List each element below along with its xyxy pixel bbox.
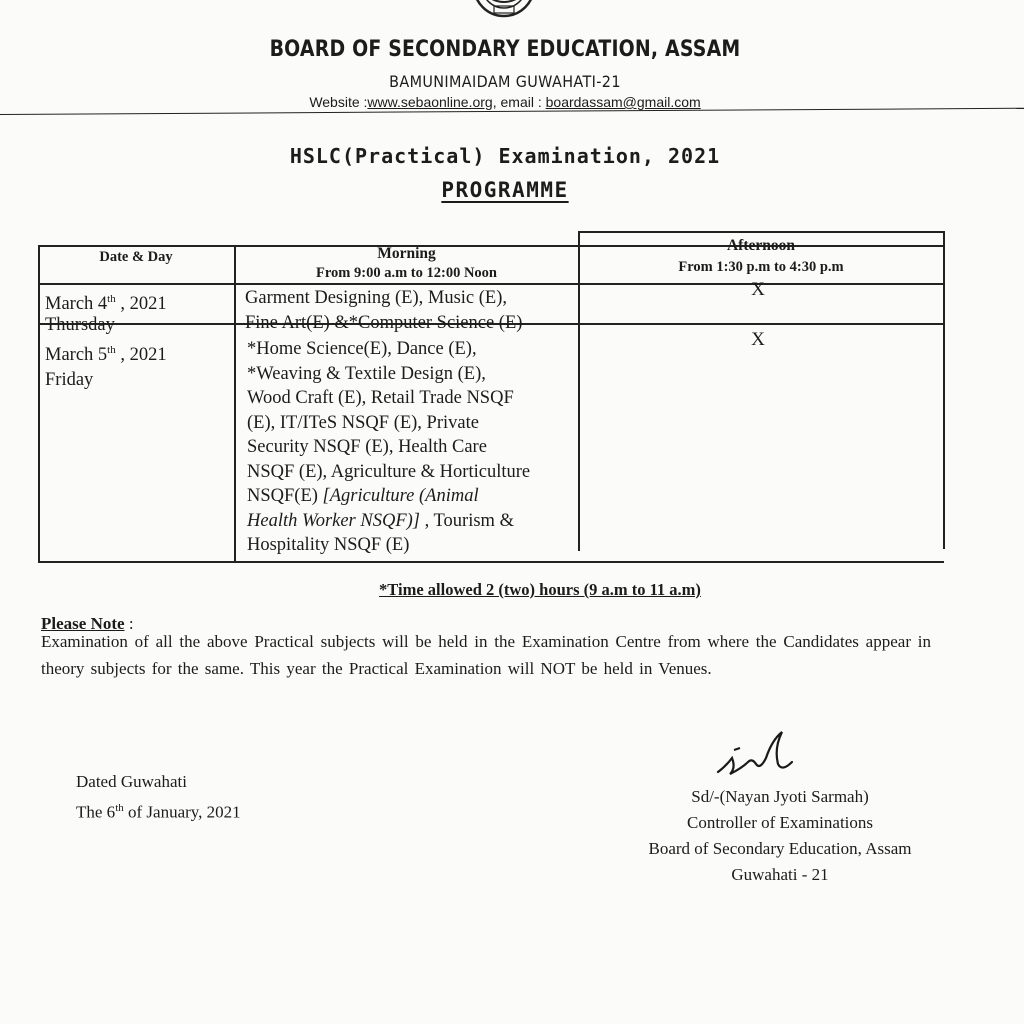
- row-2-line-7-italic: [Agriculture (Animal: [322, 486, 479, 506]
- header-afternoon-time: From 1:30 p.m to 4:30 p.m: [678, 259, 844, 275]
- col-divider-2: [578, 231, 580, 551]
- handwritten-signature: [712, 728, 802, 782]
- seal-emblem-icon: [464, 0, 544, 18]
- time-allowed-note: [300, 580, 780, 600]
- signatory-org: Board of Secondary Education, Assam: [648, 839, 912, 858]
- header-afternoon: Afternoon: [726, 237, 796, 254]
- row-1-morning-line-1: Garment Designing (E), Music (E),: [245, 288, 508, 308]
- row-1-morning-line-2: Fine Art(E) &*Computer Science (E): [245, 312, 523, 333]
- table-row-2-date: [45, 338, 230, 392]
- row-1-date-month: March 4: [45, 294, 108, 315]
- row-2-morning-line-8: [247, 509, 577, 534]
- row-1-afternoon-x: X: [751, 279, 765, 300]
- row-2-date-sup: th: [107, 344, 116, 356]
- row-2-morning-line-7: [247, 484, 577, 509]
- programme-heading: [200, 178, 810, 202]
- row-2-morning-line-4: (E), IT/ITeS NSQF (E), Private: [247, 412, 479, 433]
- dated-sup: th: [115, 802, 124, 814]
- table-border-left: [38, 245, 40, 562]
- schedule-table: [38, 231, 944, 562]
- row-2-date-month: March 5: [45, 345, 108, 366]
- row-2-morning-line-1: *Home Science(E), Dance (E),: [247, 339, 477, 359]
- time-allowed-text: *Time allowed 2 (two) hours (9 a.m to 11 a.m): [379, 580, 701, 599]
- row-2-morning-line-2: *Weaving & Textile Design (E),: [247, 363, 486, 384]
- table-row-1-morning: [245, 286, 575, 335]
- signatory-place: Guwahati - 21: [731, 865, 829, 884]
- org-name: BOARD OF SECONDARY EDUCATION, ASSAM: [269, 37, 741, 62]
- row-2-morning-line-5: Security NSQF (E), Health Care: [247, 437, 487, 457]
- dated-prefix: The 6: [76, 802, 116, 822]
- row-2-afternoon-x: X: [751, 329, 765, 350]
- header-morning-time: From 9:00 a.m to 12:00 Noon: [316, 265, 497, 281]
- org-address: BAMUNIMAIDAM GUWAHATI-21: [389, 72, 621, 91]
- table-border-right: [943, 231, 945, 549]
- dated-block: [76, 768, 241, 826]
- please-note-colon: :: [124, 614, 134, 633]
- row-2-line-8-italic: Health Worker NSQF)]: [247, 510, 420, 531]
- row-1-day: Thursday: [45, 314, 115, 335]
- col-divider-1: [234, 245, 236, 561]
- dated-line-1: Dated Guwahati: [76, 772, 187, 791]
- row-2-line-7-plain: NSQF(E): [247, 486, 323, 506]
- row-1-date-year: , 2021: [115, 294, 167, 315]
- signatory-name: Sd/-(Nayan Jyoti Sarmah): [691, 787, 869, 806]
- row-2-morning-line-9: Hospitality NSQF (E): [247, 535, 410, 555]
- website-link[interactable]: www.sebaonline.org: [367, 94, 493, 110]
- exam-title: HSLC(Practical) Examination, 2021: [289, 144, 721, 168]
- website-label: Website :: [309, 94, 368, 110]
- row-2-date-line: [45, 338, 230, 368]
- email-label: , email :: [492, 94, 546, 110]
- signatory-designation: Controller of Examinations: [686, 813, 874, 832]
- table-border-bottom: [38, 561, 944, 563]
- table-border-top-right: [578, 231, 944, 233]
- row-2-morning-line-6: NSQF (E), Agriculture & Horticulture: [247, 461, 531, 482]
- dated-suffix: of January, 2021: [123, 802, 241, 822]
- row-2-day: Friday: [45, 369, 94, 390]
- contact-line: [150, 94, 860, 110]
- row-2-morning-line-3: Wood Craft (E), Retail Trade NSQF: [247, 388, 514, 408]
- please-note-text: Please Note: [41, 614, 125, 633]
- row-1-date-sup: th: [107, 293, 116, 305]
- signatory-block: [610, 784, 950, 888]
- header-morning: Morning: [377, 245, 436, 262]
- programme-heading-text: PROGRAMME: [441, 178, 569, 202]
- dated-line-2: [76, 795, 241, 826]
- note-body: Examination of all the above Practical subjects will be held in the Examination Centre from where the Candidates appear in theory subjects for the same. This year the Practical Examination will NOT be held in Venues.: [41, 632, 931, 678]
- header-row-divider: [38, 283, 944, 285]
- table-row-2-morning: [247, 337, 577, 558]
- row-2-line-8-plain: , Tourism &: [420, 510, 514, 531]
- row-2-date-year: , 2021: [115, 345, 167, 366]
- email-link[interactable]: boardassam@gmail.com: [545, 94, 701, 110]
- table-row-1-date: [45, 287, 230, 337]
- header-date-day: Date & Day: [99, 249, 173, 265]
